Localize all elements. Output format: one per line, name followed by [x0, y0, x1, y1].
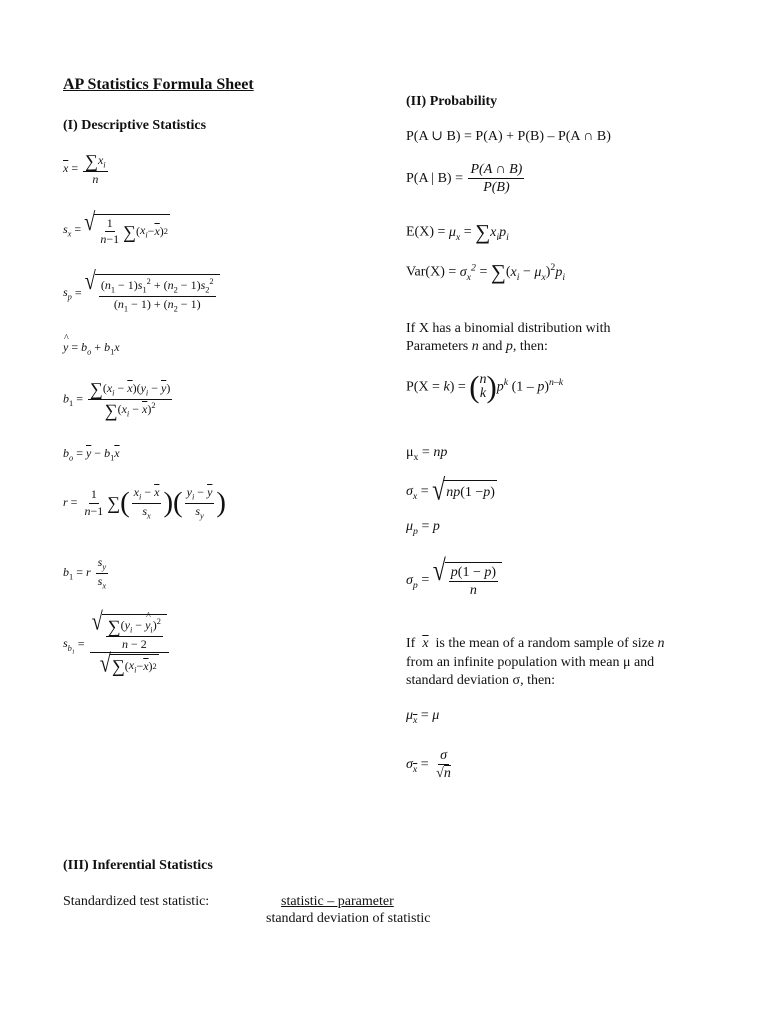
- binomial-intro-line-2: Parameters n and p, then:: [406, 339, 548, 354]
- formula-sample-mean-mean: $\mu_{\overline{x}} = \mu$: [406, 708, 440, 726]
- formula-mean: $\overline{x}$ = $\frac{\sum x_i}{n}$: [63, 151, 106, 186]
- section-descriptive-heading: (I) Descriptive Statistics: [63, 118, 207, 133]
- page-title: AP Statistics Formula Sheet: [63, 76, 254, 93]
- formula-variance: $Var(X) = \sigma_x^2 = \sum(x_i - \mu_x)^2p_i$: [406, 260, 566, 284]
- formula-binomial-probability: P(X = k) = ( n k )$p^k$ (1 – p)$^{n-k}$: [406, 370, 564, 404]
- sample-intro-line-3: standard deviation σ, then:: [406, 673, 556, 688]
- formula-binomial-mean: $\mu_x$ = np: [406, 445, 448, 463]
- formula-b1: $b_1$ = $\frac{\sum(x_i - \overline{x})(y_i - \overline{y})}{\sum(x_i - \overline{x})^2}$: [63, 379, 171, 421]
- formula-sample-mean-sd: $\sigma_{\overline{x}}$ = $\frac{\sigma}{√n}$: [406, 748, 451, 782]
- formula-sb1: $s_{b_1}$ = √ $\frac{\sum(y_i - \^{} y_i)^2}{n - 2}$ √ ∑ ( $x_i$ − $\overline{x}$ ) 2: [63, 614, 171, 675]
- test-statistic-label: Standardized test statistic:: [63, 894, 210, 909]
- formula-regression-line: ^ $y = b_o + b_1x$: [63, 340, 120, 356]
- formula-expected-value: $E(X) = \mu_x = \sum x_ip_i$: [406, 220, 509, 244]
- test-statistic-numerator: statistic – parameter: [281, 894, 394, 909]
- formula-proportion-mean: $\mu_p = p$: [406, 519, 440, 537]
- formula-sx: $s_x$ = √ $\frac{1}{n-1}$ ∑ ( $x_i$ − $\overline{x}$ ) 2: [63, 208, 168, 247]
- section-inferential-heading: (III) Inferential Statistics: [63, 858, 213, 873]
- binomial-intro-line-1: If X has a binomial distribution with: [406, 321, 611, 336]
- if-label: If: [406, 636, 416, 651]
- formula-conditional: P(A | B) = $\frac{P(A \cap B)}{P(B)}$: [406, 162, 523, 196]
- test-statistic-denominator: standard deviation of statistic: [266, 911, 431, 926]
- formula-b1-from-r: $b_1 = r$ $\frac{s_y}{s_x}$: [63, 555, 107, 591]
- formula-union: P(A ∪ B) = P(A) + P(B) – P(A ∩ B): [406, 129, 611, 144]
- formula-sp: $s_p$ = √ $\frac{(n_1 - 1)s_1^2 + (n_2 - 1)s_2^2}{(n_1 - 1) + (n_2 - 1)}$: [63, 274, 220, 313]
- formula-b0: $b_o = \overline{y} - b_1\overline{x}$: [63, 446, 120, 463]
- sample-intro-line-2: from an infinite population with mean μ and: [406, 655, 655, 670]
- formula-binomial-sd: $\sigma_x$ = √ np (1 − p ): [406, 474, 495, 508]
- formula-correlation: r = $\frac{1}{n-1}$ ∑( $\frac{x_i - \overline{x}}{s_x}$ )( $\frac{y_i - \overline{y}}{s_y}$ ): [63, 485, 226, 521]
- sample-intro-line-1: If $\overline{x}$ is the mean of a random sample of size n: [406, 636, 665, 651]
- formula-proportion-sd: $\sigma_p$ = √ $\frac{p(1 - p)}{n}$: [406, 562, 502, 599]
- section-probability-heading: (II) Probability: [406, 94, 498, 109]
